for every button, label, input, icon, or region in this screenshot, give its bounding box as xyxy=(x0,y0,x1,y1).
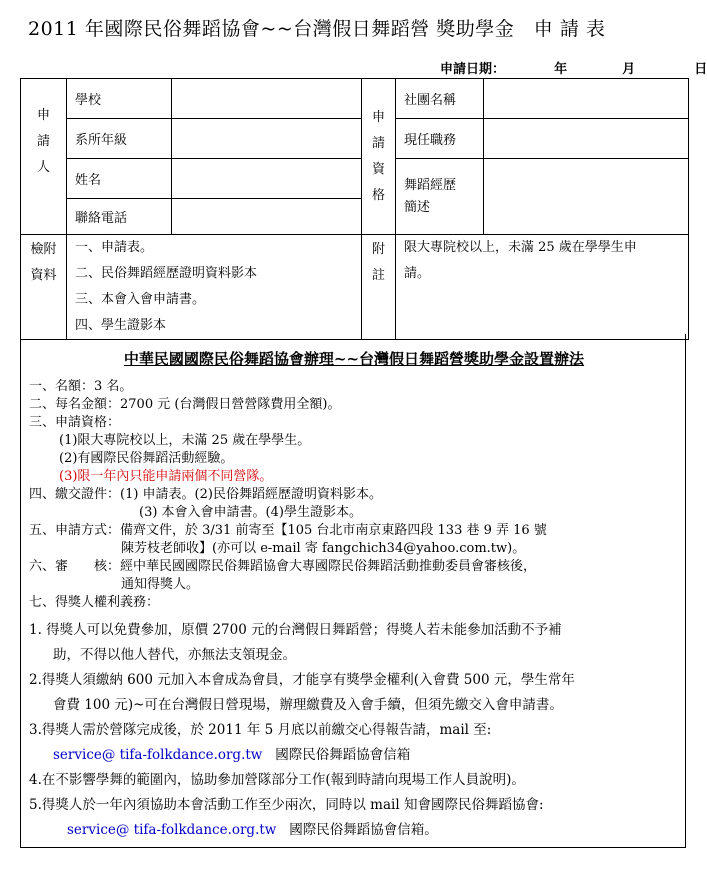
experience-label: 舞蹈經歷 簡述 xyxy=(396,159,484,235)
department-field[interactable] xyxy=(172,119,362,159)
rule-line: 三、申請資格： xyxy=(29,415,121,430)
department-label: 系所年級 xyxy=(67,119,172,159)
duty-line: 1. 得獎人可以免費參加，原價 2700 元的台灣假日舞蹈營；得獎人若未能參加活動不予補 xyxy=(29,622,562,638)
qualification-group-label: 申 請 資 格 xyxy=(362,79,396,235)
attachment-item: 四、學生證影本 xyxy=(75,318,167,333)
position-label: 現任職務 xyxy=(396,119,484,159)
club-label: 社團名稱 xyxy=(396,79,484,119)
applicant-group-label: 申 請 人 xyxy=(21,79,67,235)
school-label: 學校 xyxy=(67,79,172,119)
email-link[interactable]: service@ tifa-folkdance.org.tw xyxy=(67,822,277,838)
notes-text: 限大專院校以上，未滿 25 歲在學學生申 請。 xyxy=(396,235,689,340)
notes-label: 附 註 xyxy=(362,235,396,340)
attachment-item: 一、申請表。 xyxy=(75,240,154,255)
regulations-body xyxy=(29,378,679,843)
attachments-list xyxy=(67,235,362,340)
name-label: 姓名 xyxy=(67,159,172,199)
rule-line: (1)限大專院校以上，未滿 25 歲在學學生。 xyxy=(59,433,311,448)
rule-line: 一、名額：3 名。 xyxy=(29,379,133,394)
rule-line: 陳芳枝老師收】(亦可以 e-mail 寄 fangchich34@yahoo.com.tw)。 xyxy=(121,541,526,556)
rule-line: (3) 本會入會申請書。(4)學生證影本。 xyxy=(139,505,362,520)
rule-line: 六、審 核：經中華民國國際民俗舞蹈協會大專國際民俗舞蹈活動推動委員會審核後， xyxy=(29,559,537,574)
club-field[interactable] xyxy=(484,79,689,119)
attachment-item: 三、本會入會申請書。 xyxy=(75,292,206,307)
application-date-row xyxy=(440,58,707,77)
attachments-label: 檢附 資料 xyxy=(21,235,67,340)
email-link[interactable]: service@ tifa-folkdance.org.tw xyxy=(53,747,263,763)
regulations-title: 中華民國國際民俗舞蹈協會辦理~~台灣假日舞蹈營獎助學金設置辦法 xyxy=(123,350,585,368)
rule-line: 七、得獎人權利義務： xyxy=(29,595,160,610)
duty-line xyxy=(29,743,679,768)
rule-line: 五、申請方式：備齊文件，於 3/31 前寄至【105 台北市南京東路四段 133 巷 9 弄 16 號 xyxy=(29,523,547,538)
phone-field[interactable] xyxy=(172,199,362,235)
attachment-item: 二、民俗舞蹈經歷證明資料影本 xyxy=(75,266,258,281)
school-field[interactable] xyxy=(172,79,362,119)
form-title: 2011 年國際民俗舞蹈協會~~台灣假日舞蹈營 獎助學金 申 請 表 xyxy=(28,18,606,40)
duty-line xyxy=(29,818,679,843)
duty-line: 助，不得以他人替代，亦無法支領現金。 xyxy=(53,647,296,663)
duty-line: 5.得獎人於一年內須協助本會活動工作至少兩次，同時以 mail 知會國際民俗舞蹈協會: xyxy=(29,797,544,813)
date-month: 月 xyxy=(622,62,636,77)
duty-line: 4.在不影響學舞的範圍內，協助參加營隊部分工作(報到時請向現場工作人員說明)。 xyxy=(29,772,525,788)
experience-field[interactable] xyxy=(484,159,689,235)
duty-line: 會費 100 元)~可在台灣假日營現場，辦理繳費及入會手續，但須先繳交入會申請書。 xyxy=(53,697,563,713)
rule-line: 通知得獎人。 xyxy=(121,577,200,592)
rule-line: 二、每名金額：2700 元 (台灣假日營營隊費用全額)。 xyxy=(29,397,341,412)
rule-line-highlight: (3)限一年內只能申請兩個不同營隊。 xyxy=(59,469,273,484)
rule-line: 四、繳交證件：(1) 申請表。(2)民俗舞蹈經歷證明資料影本。 xyxy=(29,487,382,502)
phone-label: 聯絡電話 xyxy=(67,199,172,235)
duty-line: 2.得獎人須繳納 600 元加入本會成為會員，才能享有獎學金權利(入會費 500 元，學生常年 xyxy=(29,672,575,688)
email-caption: 國際民俗舞蹈協會信箱 xyxy=(275,747,411,763)
application-table xyxy=(20,78,689,340)
position-field[interactable] xyxy=(484,119,689,159)
email-caption: 國際民俗舞蹈協會信箱。 xyxy=(289,822,438,838)
date-day: 日 xyxy=(694,62,707,77)
regulations-section xyxy=(20,334,686,848)
name-field[interactable] xyxy=(172,159,362,199)
duty-line: 3.得獎人需於營隊完成後，於 2011 年 5 月底以前繳交心得報告請，mail 至: xyxy=(29,722,492,738)
date-label: 申請日期： xyxy=(440,62,506,77)
date-year: 年 xyxy=(554,62,568,77)
rule-line: (2)有國際民俗舞蹈活動經驗。 xyxy=(59,451,234,466)
